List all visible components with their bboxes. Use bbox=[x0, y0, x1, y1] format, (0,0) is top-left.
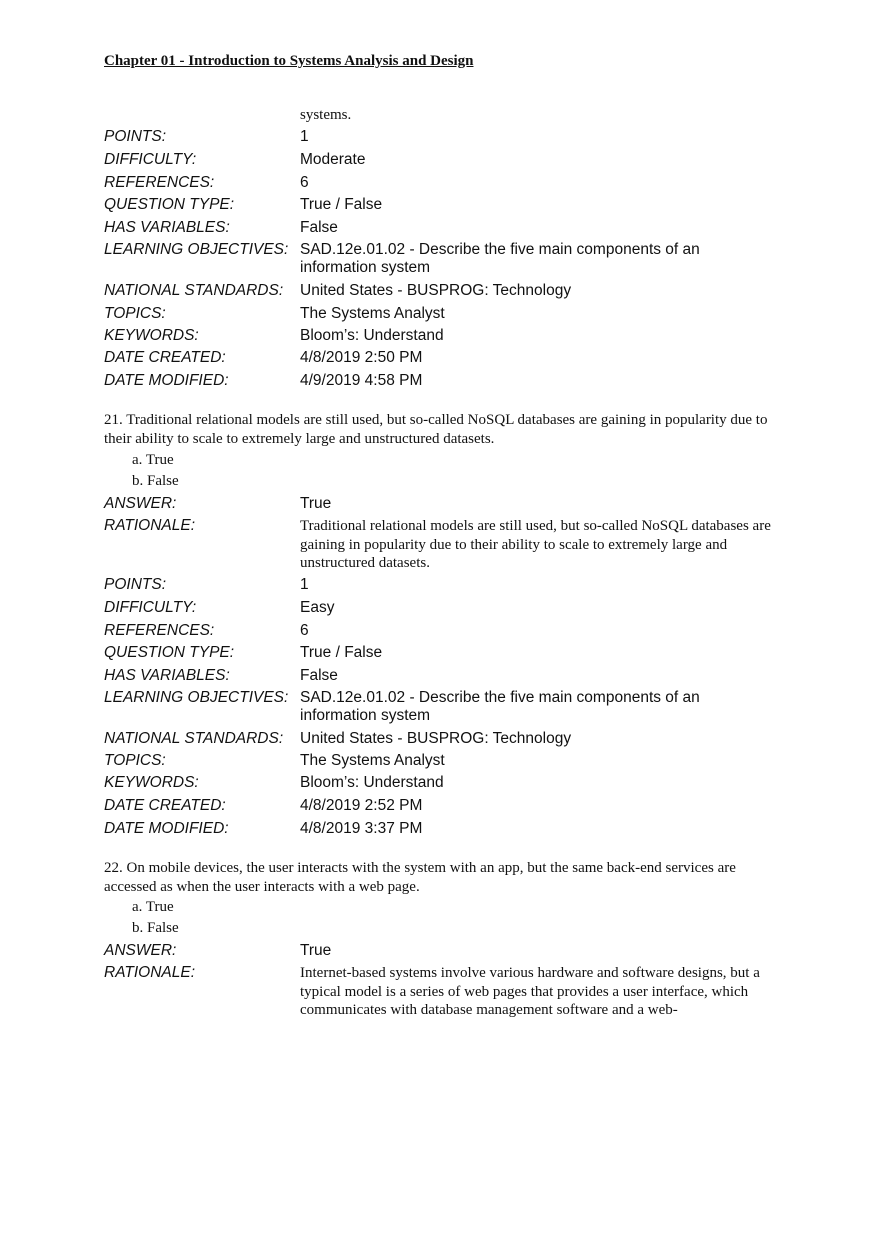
learning-objectives-value: SAD.12e.01.02 - Describe the five main components of an information system bbox=[300, 689, 700, 724]
rationale-label: RATIONALE: bbox=[104, 964, 196, 981]
answer-value: True bbox=[300, 495, 332, 512]
keywords-value: Bloom’s: Understand bbox=[300, 327, 444, 344]
learning-objectives-label: LEARNING OBJECTIVES: bbox=[104, 241, 289, 258]
q21-question-type-row bbox=[104, 644, 794, 666]
references-value: 6 bbox=[300, 174, 309, 191]
question-type-value: True / False bbox=[300, 196, 383, 213]
q20-has-variables-row bbox=[104, 219, 794, 241]
date-modified-label: DATE MODIFIED: bbox=[104, 372, 229, 389]
learning-objectives-label: LEARNING OBJECTIVES: bbox=[104, 689, 289, 706]
rationale-label: RATIONALE: bbox=[104, 517, 196, 534]
points-value: 1 bbox=[300, 128, 309, 145]
question-type-label: QUESTION TYPE: bbox=[104, 644, 235, 661]
points-label: POINTS: bbox=[104, 128, 167, 145]
keywords-label: KEYWORDS: bbox=[104, 327, 199, 344]
national-standards-label: NATIONAL STANDARDS: bbox=[104, 282, 284, 299]
q21-option-b: b. False bbox=[132, 473, 179, 489]
rationale-value: Internet-based systems involve various hardware and software designs, but a typical model is a series of web pages that provides a user interface, which communicates with database management software and a web- bbox=[300, 965, 760, 1018]
has-variables-value: False bbox=[300, 667, 338, 684]
keywords-value: Bloom’s: Understand bbox=[300, 774, 444, 791]
difficulty-label: DIFFICULTY: bbox=[104, 151, 197, 168]
q21-references-row bbox=[104, 622, 794, 644]
q20-topics-row bbox=[104, 305, 794, 327]
q20-learning-objectives-row bbox=[104, 241, 794, 281]
date-modified-value: 4/8/2019 3:37 PM bbox=[300, 820, 423, 837]
q22-option-a: a. True bbox=[132, 899, 174, 915]
answer-value: True bbox=[300, 942, 332, 959]
question-type-label: QUESTION TYPE: bbox=[104, 196, 235, 213]
q21-topics-row bbox=[104, 752, 794, 774]
q21-difficulty-row bbox=[104, 599, 794, 621]
has-variables-value: False bbox=[300, 219, 338, 236]
q20-question-type-row bbox=[104, 196, 794, 218]
q21-national-standards-row bbox=[104, 730, 794, 752]
question-22-text: 22. On mobile devices, the user interacts with the system with an app, but the same back-end services are accessed as when the user interacts with a web page. bbox=[104, 860, 736, 895]
has-variables-label: HAS VARIABLES: bbox=[104, 219, 230, 236]
references-value: 6 bbox=[300, 622, 309, 639]
date-created-label: DATE CREATED: bbox=[104, 349, 226, 366]
q21-option-a: a. True bbox=[132, 452, 174, 468]
difficulty-label: DIFFICULTY: bbox=[104, 599, 197, 616]
points-label: POINTS: bbox=[104, 576, 167, 593]
points-value: 1 bbox=[300, 576, 309, 593]
continuation-text: systems. bbox=[300, 107, 352, 123]
date-modified-value: 4/9/2019 4:58 PM bbox=[300, 372, 423, 389]
learning-objectives-value: SAD.12e.01.02 - Describe the five main components of an information system bbox=[300, 241, 700, 276]
national-standards-label: NATIONAL STANDARDS: bbox=[104, 730, 284, 747]
references-label: REFERENCES: bbox=[104, 622, 215, 639]
national-standards-value: United States - BUSPROG: Technology bbox=[300, 282, 572, 299]
topics-value: The Systems Analyst bbox=[300, 752, 445, 769]
q21-has-variables-row bbox=[104, 667, 794, 689]
q20-references-row bbox=[104, 174, 794, 196]
national-standards-value: United States - BUSPROG: Technology bbox=[300, 730, 572, 747]
q20-date-created-row bbox=[104, 349, 794, 371]
q21-rationale-row bbox=[104, 517, 794, 575]
q22-answer-row bbox=[104, 942, 794, 964]
q21-date-modified-row bbox=[104, 820, 794, 842]
date-created-label: DATE CREATED: bbox=[104, 797, 226, 814]
topics-value: The Systems Analyst bbox=[300, 305, 445, 322]
difficulty-value: Easy bbox=[300, 599, 335, 616]
date-created-value: 4/8/2019 2:50 PM bbox=[300, 349, 423, 366]
question-21-text: 21. Traditional relational models are still used, but so-called NoSQL databases are gaining in popularity due to their ability to scale to extremely large and unstructured datasets. bbox=[104, 412, 768, 447]
q21-date-created-row bbox=[104, 797, 794, 819]
q21-keywords-row bbox=[104, 774, 794, 796]
keywords-label: KEYWORDS: bbox=[104, 774, 199, 791]
q22-option-b: b. False bbox=[132, 920, 179, 936]
q21-learning-objectives-row bbox=[104, 689, 794, 729]
date-modified-label: DATE MODIFIED: bbox=[104, 820, 229, 837]
q20-date-modified-row bbox=[104, 372, 794, 394]
q20-points-row bbox=[104, 128, 794, 150]
q22-rationale-row bbox=[104, 964, 794, 1022]
q20-difficulty-row bbox=[104, 151, 794, 173]
q20-national-standards-row bbox=[104, 282, 794, 304]
q21-answer-row bbox=[104, 495, 794, 517]
q20-keywords-row bbox=[104, 327, 794, 349]
date-created-value: 4/8/2019 2:52 PM bbox=[300, 797, 423, 814]
page-header: Chapter 01 - Introduction to Systems Analysis and Design bbox=[104, 53, 474, 69]
answer-label: ANSWER: bbox=[104, 495, 177, 512]
references-label: REFERENCES: bbox=[104, 174, 215, 191]
topics-label: TOPICS: bbox=[104, 752, 166, 769]
has-variables-label: HAS VARIABLES: bbox=[104, 667, 230, 684]
difficulty-value: Moderate bbox=[300, 151, 366, 168]
topics-label: TOPICS: bbox=[104, 305, 166, 322]
answer-label: ANSWER: bbox=[104, 942, 177, 959]
q21-points-row bbox=[104, 576, 794, 598]
rationale-value: Traditional relational models are still used, but so-called NoSQL databases are gaining in popularity due to their ability to scale to extremely large and unstructured datasets. bbox=[300, 518, 771, 571]
question-type-value: True / False bbox=[300, 644, 383, 661]
